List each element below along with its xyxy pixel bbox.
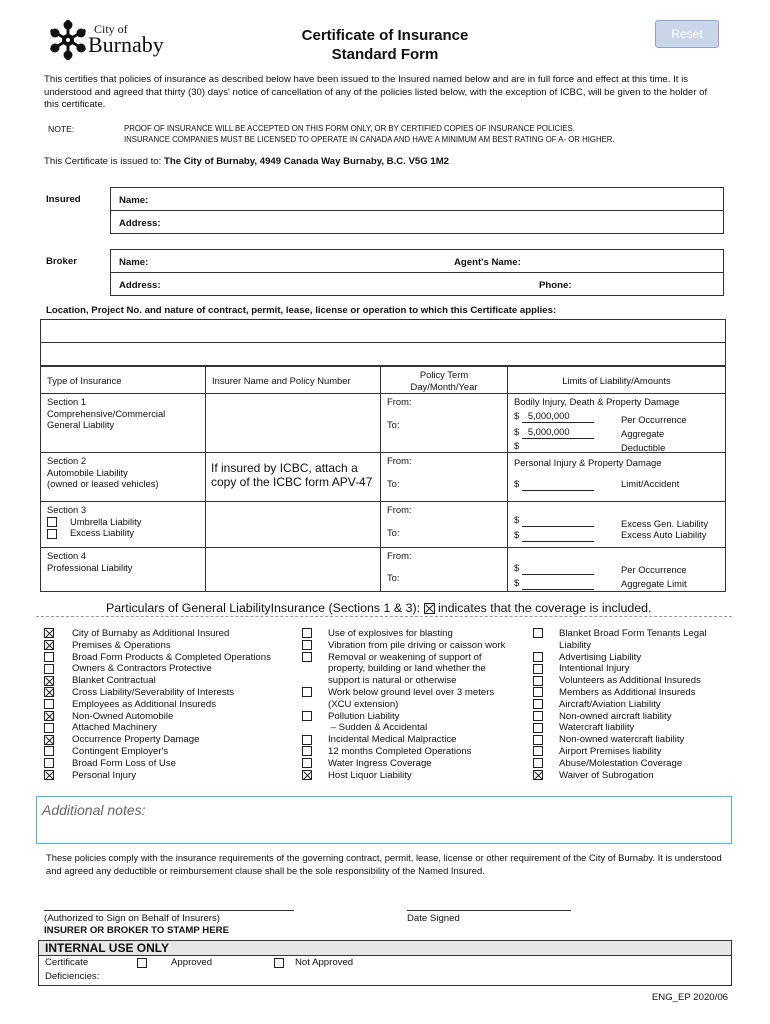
coverage-checkbox[interactable] (302, 652, 312, 662)
section1-amount2-row[interactable] (514, 426, 594, 439)
coverage-label: Abuse/Molestation Coverage (559, 757, 683, 769)
broker-name-field[interactable] (110, 249, 724, 273)
issued-to (44, 156, 449, 167)
currency-symbol: $ (514, 514, 520, 525)
coverage-checkbox[interactable] (533, 735, 543, 745)
intro-text: This certifies that policies of insurance as described below have been issued to the Insured named below and are in full force and effect at this time. It is understood and agreed that thirty (30) days' notice of cancellation of any of the policies listed below, with the exception of ICBC, will be given to the holder of this certificate. (44, 74, 708, 110)
coverage-item (44, 722, 271, 734)
location-field-1[interactable] (40, 319, 726, 343)
coverage-label: Premises & Operations (72, 639, 171, 651)
coverage-label: Intentional Injury (559, 663, 630, 675)
section3-opt2: Excess Liability (70, 527, 135, 539)
coverage-item (302, 746, 505, 758)
section1-type (40, 393, 206, 453)
col-term-line1: Policy Term (419, 369, 469, 380)
coverage-item (44, 628, 271, 640)
section3-limits (507, 501, 726, 548)
coverage-item (302, 699, 505, 711)
coverage-item (533, 746, 707, 758)
broker-label: Broker (46, 256, 77, 267)
umbrella-checkbox[interactable] (47, 517, 57, 527)
coverage-label: Water Ingress Coverage (328, 757, 432, 769)
section4-amount1-row[interactable] (514, 562, 594, 575)
coverage-item (44, 711, 271, 723)
section1-amount1-row[interactable] (514, 410, 594, 423)
coverage-item (533, 758, 707, 770)
particulars-heading (106, 601, 651, 615)
section4-insurer-field[interactable] (205, 547, 381, 592)
coverage-item (44, 652, 271, 664)
issued-prefix: This Certificate is issued to: (44, 156, 162, 167)
particulars-prefix: Particulars of General LiabilityInsurance (Sections 1 & 3): (106, 601, 421, 615)
insurance-table (40, 366, 726, 592)
coverage-label: Liability (559, 639, 591, 651)
coverage-item (44, 699, 271, 711)
coverage-item (302, 652, 505, 664)
coverage-checkbox[interactable] (302, 770, 312, 780)
coverage-checkbox[interactable] (302, 758, 312, 768)
coverage-checkbox[interactable] (44, 628, 54, 638)
coverage-checkbox[interactable] (302, 711, 312, 721)
section1-limits (507, 393, 726, 453)
coverage-label: Members as Additional Insureds (559, 686, 696, 698)
coverage-label: Blanket Contractual (72, 675, 156, 687)
auth-label: (Authorized to Sign on Behalf of Insurers) (44, 913, 220, 924)
coverage-checkbox[interactable] (533, 676, 543, 686)
coverage-label: Broad Form Loss of Use (72, 757, 176, 769)
section1-label3: Deductible (621, 442, 666, 453)
legend-checkbox-icon (424, 603, 435, 614)
location-field-2[interactable] (40, 342, 726, 366)
insured-label: Insured (46, 194, 81, 205)
coverage-label: Attached Machinery (72, 722, 157, 734)
coverage-label: 12 months Completed Operations (328, 745, 472, 757)
section4-amount2[interactable] (522, 577, 594, 590)
note-line1: PROOF OF INSURANCE WILL BE ACCEPTED ON THIS FORM ONLY, OR BY CERTIFIED COPIES OF INSURANCE POLICIES. (124, 124, 575, 133)
coverage-item (44, 640, 271, 652)
coverage-label: Non-owned aircraft liability (559, 710, 672, 722)
coverage-item (44, 675, 271, 687)
col-type-label: Type of Insurance (47, 375, 122, 386)
note-text (124, 124, 724, 145)
section3-amount1-row[interactable] (514, 514, 594, 527)
broker-address-label: Address: (119, 280, 161, 291)
coverage-label: Waiver of Subrogation (559, 769, 654, 781)
coverage-checkbox[interactable] (533, 699, 543, 709)
section1-label1: Per Occurrence (621, 414, 687, 425)
coverage-checkbox[interactable] (44, 664, 54, 674)
col-limits-header (507, 366, 726, 394)
section1-amount1[interactable]: 5,000,000 (522, 410, 594, 423)
section3-from: From: (387, 504, 412, 515)
coverage-label: Advertising Liability (559, 651, 642, 663)
section3-amount2-row[interactable] (514, 529, 594, 542)
section1-insurer-field[interactable] (205, 393, 381, 453)
coverage-label: Non-owned watercraft liability (559, 734, 685, 746)
section3-type (40, 501, 206, 548)
particulars-suffix: indicates that the coverage is included. (437, 601, 652, 615)
coverage-label: City of Burnaby as Additional Insured (72, 628, 230, 639)
section3-opt1-row[interactable] (47, 516, 199, 528)
coverage-label: Personal Injury (72, 769, 136, 781)
coverage-item (533, 734, 707, 746)
page-title (250, 26, 520, 64)
coverage-label: Host Liquor Liability (328, 769, 412, 781)
section1-title: Section 1 (47, 396, 87, 407)
insured-address-label: Address: (119, 218, 161, 229)
coverage-item (302, 640, 505, 652)
section3-amount1[interactable] (522, 514, 594, 527)
coverage-item (302, 734, 505, 746)
coverage-label: Pollution Liability (328, 710, 400, 722)
coverage-item (302, 663, 505, 675)
section2-label1: Limit/Accident (621, 478, 680, 489)
coverage-item (533, 722, 707, 734)
section1-from: From: (387, 396, 412, 407)
coverage-item (44, 770, 271, 782)
section3-opt1: Umbrella Liability (70, 515, 142, 527)
col-insurer-label: Insurer Name and Policy Number (212, 375, 351, 386)
reset-button[interactable]: Reset (655, 20, 719, 48)
signature-line[interactable] (44, 910, 294, 911)
section2-limits-title: Personal Injury & Property Damage (514, 457, 662, 468)
coverage-label: Broad Form Products & Completed Operations (72, 651, 271, 663)
currency-symbol: $ (514, 562, 520, 573)
coverage-item (302, 770, 505, 782)
section2-limits (507, 452, 726, 502)
currency-symbol: $ (514, 577, 520, 588)
insured-name-label: Name: (119, 195, 149, 206)
section2-amount-row[interactable] (514, 478, 594, 491)
title-line2: Standard Form (331, 46, 439, 63)
section4-term[interactable] (380, 547, 508, 592)
section4-label1: Per Occurrence (621, 564, 687, 575)
section3-title: Section 3 (47, 504, 87, 515)
agent-name-label: Agent's Name: (454, 257, 521, 268)
coverage-checkbox[interactable] (44, 723, 54, 733)
coverage-checkbox[interactable] (44, 699, 54, 709)
section1-desc1: Comprehensive/Commercial (47, 407, 166, 419)
coverage-label: Employees as Additional Insureds (72, 698, 216, 710)
section4-desc1: Professional Liability (47, 561, 133, 573)
col-limits-label: Limits of Liability/Amounts (562, 375, 671, 386)
stamp-label: INSURER OR BROKER TO STAMP HERE (44, 925, 229, 936)
section2-insurer-field[interactable] (205, 452, 381, 502)
section4-type (40, 547, 206, 592)
insured-address-field[interactable] (110, 210, 724, 234)
section2-term[interactable] (380, 452, 508, 502)
coverage-checkbox[interactable] (533, 723, 543, 733)
section4-amount1[interactable] (522, 562, 594, 575)
section2-type (40, 452, 206, 502)
section2-desc1: Automobile Liability (47, 466, 128, 478)
date-line[interactable] (407, 910, 571, 911)
coverage-label: Watercraft liability (559, 722, 635, 734)
coverage-item (533, 628, 707, 640)
not-approved-checkbox[interactable] (274, 958, 284, 968)
coverage-item (44, 663, 271, 675)
coverage-label: Contingent Employer's (72, 745, 169, 757)
section3-insurer-field[interactable] (205, 501, 381, 548)
coverage-label: Airport Premises liability (559, 745, 662, 757)
coverage-item (302, 628, 505, 640)
coverage-checkbox[interactable] (533, 711, 543, 721)
coverage-item (302, 758, 505, 770)
section1-term[interactable] (380, 393, 508, 453)
coverage-label: Non-Owned Automobile (72, 710, 174, 722)
coverage-label: Volunteers as Additional Insureds (559, 675, 701, 687)
issued-value: The City of Burnaby, 4949 Canada Way Burnaby, B.C. V5G 1M2 (163, 156, 450, 167)
coverage-checkbox[interactable] (44, 746, 54, 756)
logo-burnaby: Burnaby (88, 32, 164, 57)
internal-use-box (38, 956, 732, 986)
section1-desc2: General Liability (47, 419, 115, 430)
broker-address-field[interactable] (110, 272, 724, 296)
coverage-label: Incidental Medical Malpractice (328, 734, 457, 746)
coverage-label: Vibration from pile driving or caisson work (328, 639, 506, 651)
coverage-label: Work below ground level over 3 meters (328, 686, 495, 698)
logo-city-of: City of (94, 22, 128, 36)
section2-desc2: (owned or leased vehicles) (47, 478, 159, 489)
col-term-header (380, 366, 508, 394)
coverage-label: – Sudden & Accidental (328, 722, 428, 734)
coverage-item (533, 675, 707, 687)
coverage-label: Cross Liability/Severability of Interests (72, 686, 235, 698)
coverage-checkbox[interactable] (44, 758, 54, 768)
not-approved-label: Not Approved (295, 957, 354, 968)
section4-amount2-row[interactable] (514, 577, 594, 590)
certificate-label: Certificate (45, 957, 89, 968)
coverage-label: Use of explosives for blasting (328, 628, 453, 639)
currency-symbol: $ (514, 410, 520, 421)
coverage-checkbox[interactable] (302, 628, 312, 638)
coverage-item (44, 687, 271, 699)
coverage-checkbox[interactable] (302, 640, 312, 650)
coverage-item (302, 711, 505, 723)
coverage-checkbox[interactable] (302, 746, 312, 756)
coverage-item (302, 722, 505, 734)
section4-limits (507, 547, 726, 592)
section3-opt2-row[interactable] (47, 527, 199, 539)
section2-from: From: (387, 455, 412, 466)
section3-label2: Excess Auto Liability (621, 529, 707, 540)
coverage-label: Aircraft/Aviation Liability (559, 698, 661, 710)
coverage-checkbox[interactable] (44, 711, 54, 721)
section1-to: To: (387, 419, 400, 430)
coverage-item (533, 652, 707, 664)
coverage-label: Removal or weakening of support of (328, 651, 482, 663)
deficiencies-label: Deficiencies: (45, 971, 100, 982)
compliance-text: These policies comply with the insurance requirements of the governing contract, permit, lease, license or other requirement of the City of Burnaby. It is understood and agreed any deductible or reimbursement clause shall be the sole responsibility of the Named Insured. (46, 852, 722, 876)
section2-amount[interactable] (522, 478, 594, 491)
section3-to: To: (387, 527, 400, 538)
coverage-label: (XCU extension) (328, 698, 399, 710)
coverage-checkbox[interactable] (44, 676, 54, 686)
section2-to: To: (387, 478, 400, 489)
additional-notes-label: Additional notes: (42, 802, 146, 818)
approved-checkbox[interactable] (137, 958, 147, 968)
section1-amount3-row[interactable] (514, 440, 597, 453)
coverage-label: property, building or land whether the (328, 663, 486, 675)
coverage-checkbox[interactable] (533, 758, 543, 768)
internal-use-header: INTERNAL USE ONLY (38, 940, 732, 956)
section1-limits-title: Bodily Injury, Death & Property Damage (514, 396, 680, 407)
city-logo (48, 18, 164, 66)
coverage-item (533, 640, 707, 652)
note-line2: INSURANCE COMPANIES MUST BE LICENSED TO OPERATE IN CANADA AND HAVE A MINIMUM AM BEST RATING OF A- OR HIGHER. (124, 134, 615, 144)
section3-label1: Excess Gen. Liability (621, 518, 709, 529)
note-label: NOTE: (48, 124, 75, 134)
section4-to: To: (387, 572, 400, 583)
particulars-divider (36, 616, 732, 617)
date-signed-label: Date Signed (407, 913, 460, 924)
title-line1: Certificate of Insurance (301, 27, 469, 44)
currency-symbol: $ (514, 529, 520, 540)
particulars-col3 (533, 628, 707, 781)
section3-amount2[interactable] (522, 529, 594, 542)
coverage-checkbox[interactable] (44, 735, 54, 745)
particulars-col1 (44, 628, 271, 781)
coverage-label: Owners & Contractors Protective (72, 663, 212, 675)
coverage-item (44, 734, 271, 746)
form-code: ENG_EP 2020/06 (651, 992, 728, 1003)
coverage-item (533, 663, 707, 675)
section4-title: Section 4 (47, 550, 87, 561)
col-term-line2: Day/Month/Year (410, 380, 478, 392)
coverage-checkbox[interactable] (302, 687, 312, 697)
coverage-item (302, 687, 505, 699)
coverage-item (533, 711, 707, 723)
coverage-checkbox[interactable] (533, 687, 543, 697)
section4-label2: Aggregate Limit (621, 578, 687, 589)
coverage-checkbox[interactable] (44, 652, 54, 662)
insured-name-field[interactable] (110, 187, 724, 211)
particulars-col2 (302, 628, 505, 781)
col-insurer-header (205, 366, 381, 394)
coverage-item (302, 675, 505, 687)
coverage-label: Blanket Broad Form Tenants Legal (559, 628, 707, 639)
section2-title: Section 2 (47, 455, 87, 466)
section3-term[interactable] (380, 501, 508, 548)
section4-from: From: (387, 550, 412, 561)
location-label: Location, Project No. and nature of contract, permit, lease, license or operation to which this Certificate applies: (46, 305, 557, 316)
coverage-item (44, 746, 271, 758)
coverage-checkbox[interactable] (533, 628, 543, 638)
broker-name-label: Name: (119, 257, 149, 268)
coverage-checkbox[interactable] (302, 735, 312, 745)
excess-checkbox[interactable] (47, 529, 57, 539)
currency-symbol: $ (514, 478, 520, 489)
coverage-checkbox[interactable] (44, 770, 54, 780)
section1-amount3[interactable] (519, 440, 597, 453)
section1-label2: Aggregate (621, 428, 665, 439)
icbc-note: If insured by ICBC, attach a copy of the ICBC form APV-47 (211, 461, 373, 489)
coverage-checkbox[interactable] (533, 770, 543, 780)
coverage-checkbox[interactable] (44, 687, 54, 697)
coverage-item (533, 699, 707, 711)
coverage-checkbox[interactable] (44, 640, 54, 650)
currency-symbol: $ (514, 440, 520, 451)
coverage-label: support is natural or otherwise (328, 675, 457, 687)
coverage-checkbox[interactable] (533, 746, 543, 756)
currency-symbol: $ (514, 426, 520, 437)
coverage-label: Occurrence Property Damage (72, 734, 200, 746)
coverage-checkbox[interactable] (533, 664, 543, 674)
phone-label: Phone: (539, 280, 572, 291)
approved-label: Approved (171, 957, 213, 968)
coverage-item (533, 770, 707, 782)
coverage-item (533, 687, 707, 699)
col-type-header (40, 366, 206, 394)
coverage-checkbox[interactable] (533, 652, 543, 662)
section1-amount2[interactable]: 5,000,000 (522, 426, 594, 439)
snowflake-icon (48, 18, 88, 64)
coverage-item (44, 758, 271, 770)
